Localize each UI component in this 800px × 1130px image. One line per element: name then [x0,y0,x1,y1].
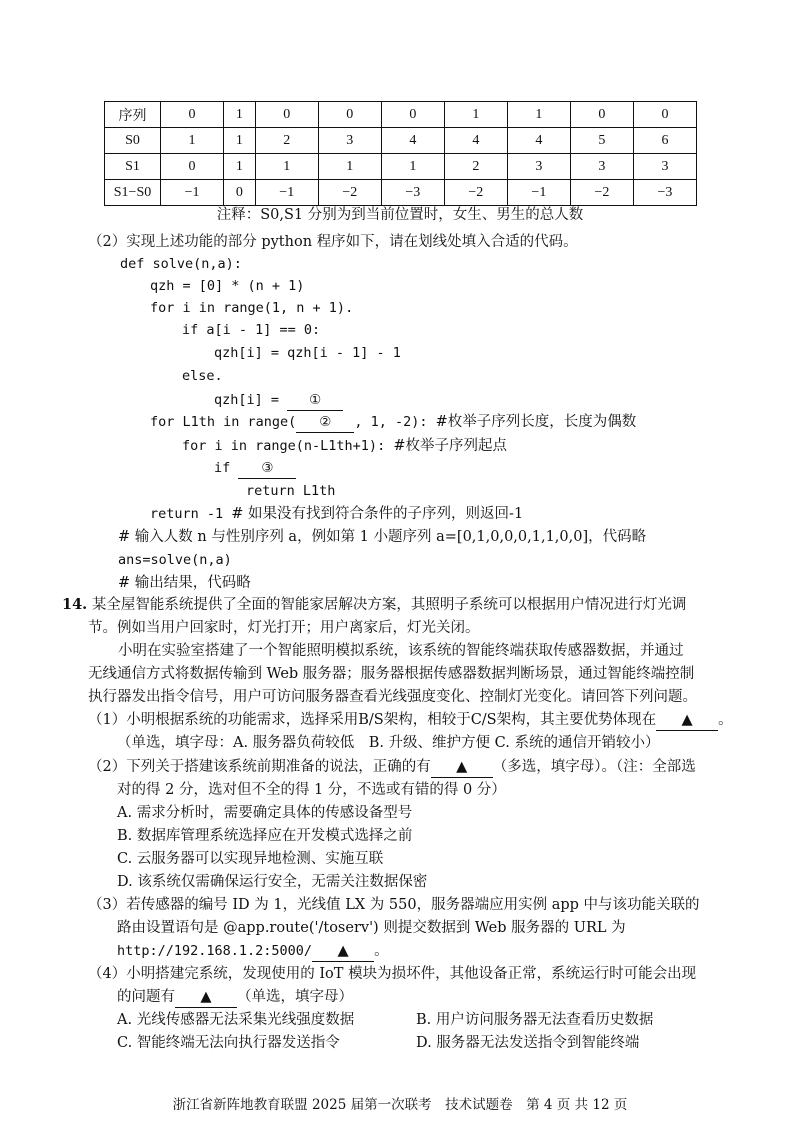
code-line: if a[i - 1] == 0: [182,322,321,338]
row-label: S0 [105,128,161,154]
table-cell: 5 [570,128,633,154]
text: （4）小明搭建完系统，发现使用的 IoT 模块为损坏件，其他设备正常，系统运行时可能会出现 [88,966,697,982]
table-cell: 1 [224,128,256,154]
sequence-table [104,101,697,206]
table-cell: 0 [381,102,444,128]
answer-blank-q14-2[interactable]: ▲ [431,757,493,778]
code-line: ans=solve(n,a) [118,552,232,568]
answer-blank-1[interactable]: ① [287,390,343,411]
text: （3）若传感器的编号 ID 为 1，光线值 LX 为 550，服务器端应用实例 app 中与该功能关联的 [88,897,700,913]
code-line: qzh = [0] * (n + 1) [150,278,305,294]
table-cell: 2 [444,154,507,180]
answer-blank-3[interactable]: ③ [238,458,296,479]
code-line [182,436,507,456]
text: （1）小明根据系统的功能需求，选择采用B/S架构，相较于C/S架构，其主要优势体现在 [88,712,657,728]
option-item: B. 数据库管理系统选择应在开发模式选择之前 [117,828,413,844]
code-comment-line: # 输出结果，代码略 [118,575,251,591]
table-cell: −3 [633,180,696,206]
table-cell: 4 [444,128,507,154]
code-text: for i in range(n-L1th+1): [182,438,394,454]
text: 。 [374,943,389,959]
table-cell: 0 [224,180,256,206]
code-text: return -1 [150,506,232,522]
answer-blank-q14-3[interactable]: ▲ [312,941,374,962]
table-cell: −1 [255,180,318,206]
code-text: , 1, -2): [354,414,436,430]
table-cell: 0 [318,102,381,128]
table-cell: 1 [318,154,381,180]
table-note: 注释：S0,S1 分别为到当前位置时，女生、男生的总人数 [216,207,584,223]
table-row [105,128,697,154]
table-row [105,154,697,180]
text: （单选，填字母） [237,989,353,1005]
code-text: if [214,460,239,476]
page-footer: 浙江省新阵地教育联盟 2025 届第一次联考 技术试题卷 第 4 页 共 12 页 [172,1097,628,1113]
code-line [214,458,296,479]
table-cell: 0 [161,102,224,128]
text: 。 [718,712,733,728]
q14-sub4 [117,987,353,1008]
table-cell: 0 [255,102,318,128]
table-cell: 1 [381,154,444,180]
answer-blank-2[interactable]: ② [296,412,354,433]
table-row [105,102,697,128]
code-line: return L1th [246,483,336,499]
q14-paragraph-1 [62,595,686,615]
text: 对的得 2 分，选对但不全的得 1 分，不选或有错的得 0 分） [117,782,506,798]
code-text: for L1th in range( [150,414,297,430]
table-cell: 3 [570,154,633,180]
text: 执行器发出指令信号，用户可访问服务器查看光线强度变化、控制灯光变化。请回答下列问题。 [88,689,697,705]
q14-sub2 [88,757,696,778]
code-text: qzh[i] = [214,392,288,408]
answer-blank-q14-4[interactable]: ▲ [175,987,237,1008]
table-cell: 0 [570,102,633,128]
code-line [150,504,523,524]
text: 路由设置语句是 @app.route('/toserv') 则提交数据到 Web 服务器的 URL 为 [117,920,626,936]
table-cell: −2 [318,180,381,206]
table-cell: 4 [507,128,570,154]
option-item: B. 用户访问服务器无法查看历史数据 [416,1012,654,1028]
text: 某全屋智能系统提供了全面的智能家居解决方案，其照明子系统可以根据用户情况进行灯光调 [91,597,687,613]
text: 无线通信方式将数据传输到 Web 服务器；服务器根据传感器数据判断场景，通过智能终端控制 [88,666,695,682]
code-line [214,390,343,411]
option-item: D. 服务器无法发送指令到智能终端 [416,1035,640,1051]
code-comment: # 如果没有找到符合条件的子序列，则返回-1 [231,506,524,522]
table-cell: 0 [633,102,696,128]
code-comment-line: # 输入人数 n 与性别序列 a，例如第 1 小题序列 a=[0,1,0,0,0,1,1,0,0]，代码略 [118,529,647,545]
option-item: C. 云服务器可以实现异地检测、实施互联 [117,851,384,867]
table-cell: 3 [318,128,381,154]
table-cell: −1 [507,180,570,206]
code-line: def solve(n,a): [120,256,242,272]
option-item: D. 该系统仅需确保运行安全，无需关注数据保密 [117,874,428,890]
text: 节。例如当用户回家时，灯光打开；用户离家后，灯光关闭。 [88,620,480,636]
code-line: qzh[i] = qzh[i - 1] - 1 [214,345,401,361]
row-label: 序列 [105,102,161,128]
table-cell: 3 [633,154,696,180]
table-cell: 4 [381,128,444,154]
code-line: else. [182,368,223,384]
table-cell: 1 [255,154,318,180]
code-line [150,412,636,433]
q14-sub3-url [117,941,389,962]
table-cell: 1 [161,128,224,154]
code-comment: #枚举子序列长度，长度为偶数 [435,414,637,430]
url-text: http://192.168.1.2:5000/ [117,943,313,959]
option-item: A. 光线传感器无法采集光线强度数据 [117,1012,355,1028]
table-cell: −2 [570,180,633,206]
table-row [105,180,697,206]
text: （多选，填字母）。（注：全部选 [492,759,696,775]
q14-number: 14. [62,596,88,613]
table-cell: −2 [444,180,507,206]
table-cell: 3 [507,154,570,180]
table-cell: 1 [507,102,570,128]
table-cell: 6 [633,128,696,154]
text: 的问题有 [117,989,175,1005]
row-label: S1 [105,154,161,180]
table-cell: 2 [255,128,318,154]
table-cell: −1 [161,180,224,206]
q14-sub1 [88,710,733,731]
text: （2）下列关于搭建该系统前期准备的说法，正确的有 [88,759,431,775]
code-line: for i in range(1, n + 1). [150,300,354,316]
table-cell: 0 [161,154,224,180]
answer-blank-q14-1[interactable]: ▲ [656,710,718,731]
table-cell: −3 [381,180,444,206]
table-cell: 1 [224,154,256,180]
text: 小明在实验室搭建了一个智能照明模拟系统，该系统的智能终端获取传感器数据，并通过 [118,643,684,659]
table-cell: 1 [444,102,507,128]
row-label: S1−S0 [105,180,161,206]
q13-sub2-intro: （2）实现上述功能的部分 python 程序如下，请在划线处填入合适的代码。 [88,234,578,250]
option-item: A. 需求分析时，需要确定具体的传感设备型号 [117,805,413,821]
text: （单选，填字母：A. 服务器负荷较低 B. 升级、维护方便 C. 系统的通信开销较小） [117,735,660,751]
table-cell: 1 [224,102,256,128]
code-comment: #枚举子序列起点 [393,438,507,454]
option-item: C. 智能终端无法向执行器发送指令 [117,1035,340,1051]
